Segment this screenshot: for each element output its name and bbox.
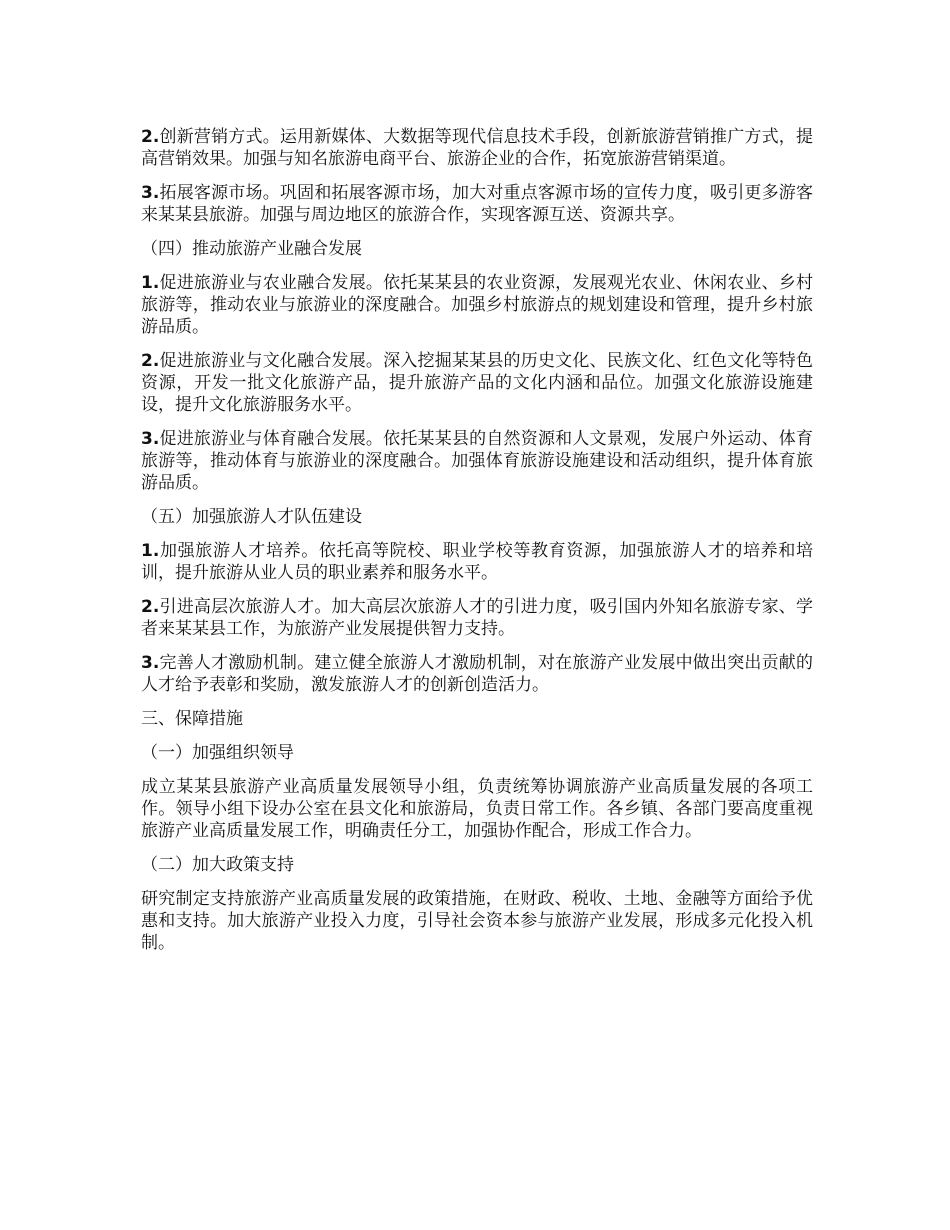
item-number: 3. (141, 429, 160, 449)
item-number: 1. (141, 541, 160, 561)
item-number: 2. (141, 597, 160, 617)
item-number: 2. (141, 351, 160, 371)
item-text: 引进高层次旅游人才。加大高层次旅游人才的引进力度，吸引国内外知名旅游专家、学者来某某县工作，为旅游产业发展提供智力支持。 (141, 597, 813, 639)
body-paragraph: 研究制定支持旅游产业高质量发展的政策措施，在财政、税收、土地、金融等方面给予优惠和支持。加大旅游产业投入力度，引导社会资本参与旅游产业发展，形成多元化投入机制。 (141, 889, 813, 953)
item-number: 2. (141, 127, 160, 147)
item-number: 3. (141, 183, 160, 203)
item-text: 促进旅游业与农业融合发展。依托某某县的农业资源，发展观光农业、休闲农业、乡村旅游等，推动农业与旅游业的深度融合。加强乡村旅游点的规划建设和管理，提升乡村旅游品质。 (141, 273, 813, 337)
list-item (141, 428, 813, 494)
item-text: 拓展客源市场。巩固和拓展客源市场，加大对重点客源市场的宣传力度，吸引更多游客来某某县旅游。加强与周边地区的旅游合作，实现客源互送、资源共享。 (141, 183, 813, 225)
section-heading: （五）加强旅游人才队伍建设 (141, 507, 362, 527)
chapter-heading: 三、保障措施 (141, 709, 243, 729)
list-item (141, 182, 813, 226)
item-text: 创新营销方式。运用新媒体、大数据等现代信息技术手段，创新旅游营销推广方式，提高营销效果。加强与知名旅游电商平台、旅游企业的合作，拓宽旅游营销渠道。 (141, 127, 813, 169)
section-heading: （一）加强组织领导 (141, 743, 294, 763)
list-item (141, 350, 813, 416)
body-paragraph: 成立某某县旅游产业高质量发展领导小组，负责统筹协调旅游产业高质量发展的各项工作。领导小组下设办公室在县文化和旅游局，负责日常工作。各乡镇、各部门要高度重视旅游产业高质量发展工作，明确责任分工，加强协作配合，形成工作合力。 (141, 777, 813, 841)
section-heading: （四）推动旅游产业融合发展 (141, 239, 362, 259)
section-heading: （二）加大政策支持 (141, 855, 294, 875)
list-item (141, 126, 813, 170)
item-text: 完善人才激励机制。建立健全旅游人才激励机制，对在旅游产业发展中做出突出贡献的人才给予表彰和奖励，激发旅游人才的创新创造活力。 (141, 653, 813, 695)
item-number: 3. (141, 653, 160, 673)
list-item (141, 540, 813, 584)
list-item (141, 596, 813, 640)
list-item (141, 272, 813, 338)
item-text: 加强旅游人才培养。依托高等院校、职业学校等教育资源，加强旅游人才的培养和培训，提升旅游从业人员的职业素养和服务水平。 (141, 541, 813, 583)
item-text: 促进旅游业与文化融合发展。深入挖掘某某县的历史文化、民族文化、红色文化等特色资源，开发一批文化旅游产品，提升旅游产品的文化内涵和品位。加强文化旅游设施建设，提升文化旅游服务水平。 (141, 351, 813, 415)
list-item (141, 652, 813, 696)
document-page (141, 126, 813, 966)
item-number: 1. (141, 273, 160, 293)
item-text: 促进旅游业与体育融合发展。依托某某县的自然资源和人文景观，发展户外运动、体育旅游等，推动体育与旅游业的深度融合。加强体育旅游设施建设和活动组织，提升体育旅游品质。 (141, 429, 813, 493)
